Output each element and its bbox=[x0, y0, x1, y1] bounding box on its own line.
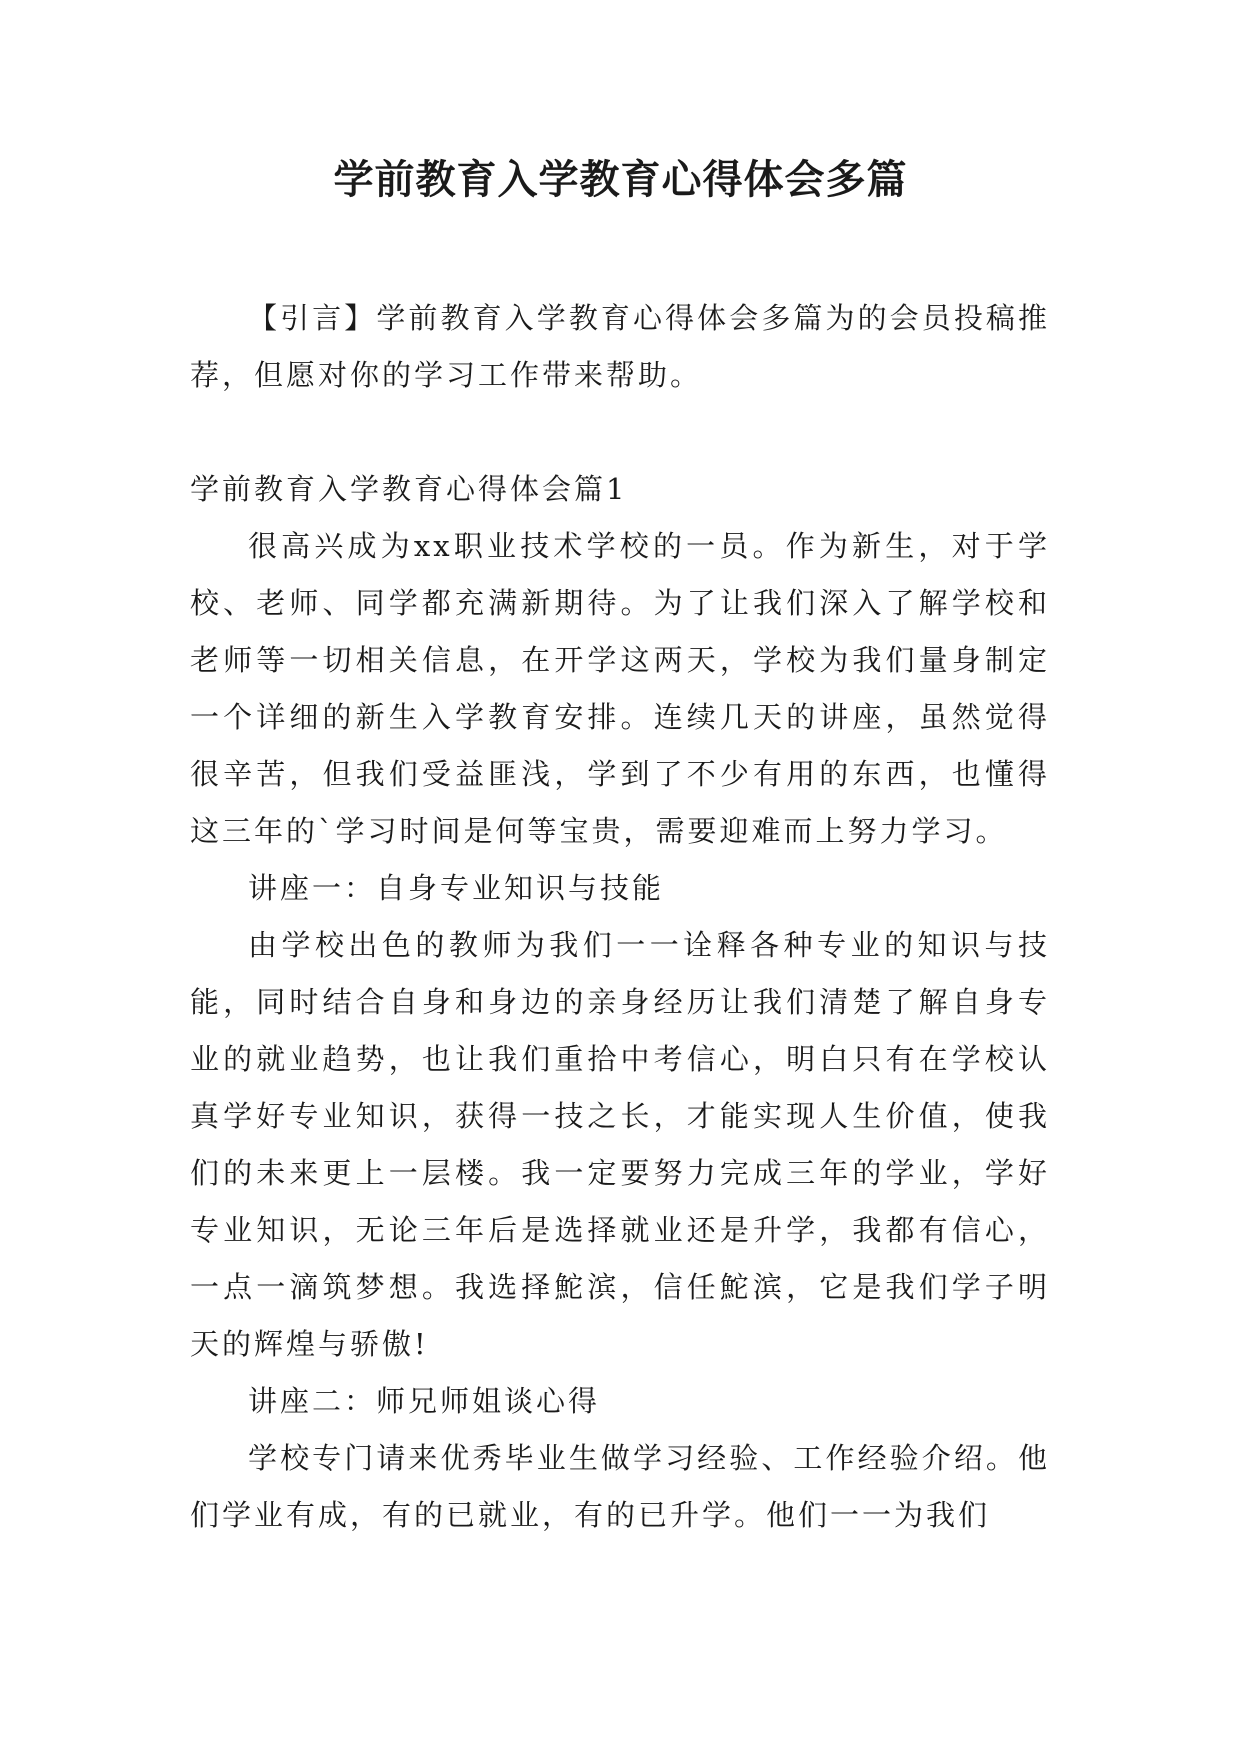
paragraph-spacer bbox=[190, 404, 1050, 461]
lecture-heading: 讲座一：自身专业知识与技能 bbox=[248, 871, 665, 905]
lecture-heading: 讲座二：师兄师姐谈心得 bbox=[248, 1384, 601, 1418]
body-paragraph: 学校专门请来优秀毕业生做学习经验、工作经验介绍。他们学业有成，有的已就业，有的已升学。他们一一为我们 bbox=[190, 1441, 1050, 1532]
section-heading: 学前教育入学教育心得体会篇1 bbox=[190, 472, 628, 506]
document-body bbox=[190, 290, 1050, 1544]
document-title: 学前教育入学教育心得体会多篇 bbox=[333, 157, 908, 203]
body-paragraph: 由学校出色的教师为我们一一诠释各种专业的知识与技能，同时结合自身和身边的亲身经历让我们清楚了解自身专业的就业趋势，也让我们重拾中考信心，明白只有在学校认真学好专业知识，获得一技之长，才能实现人生价值，使我们的未来更上一层楼。我一定要努力完成三年的学业，学好专业知识，无论三年后是选择就业还是升学，我都有信心，一点一滴筑梦想。我选择鮀滨，信任鮀滨，它是我们学子明天的辉煌与骄傲! bbox=[190, 928, 1050, 1361]
body-paragraph: 很高兴成为xx职业技术学校的一员。作为新生，对于学校、老师、同学都充满新期待。为了让我们深入了解学校和老师等一切相关信息，在开学这两天，学校为我们量身制定一个详细的新生入学教育安排。连续几天的讲座，虽然觉得很辛苦，但我们受益匪浅，学到了不少有用的东西，也懂得这三年的`学习时间是何等宝贵，需要迎难而上努力学习。 bbox=[190, 529, 1050, 848]
intro-paragraph: 【引言】学前教育入学教育心得体会多篇为的会员投稿推荐，但愿对你的学习工作带来帮助。 bbox=[190, 301, 1050, 392]
